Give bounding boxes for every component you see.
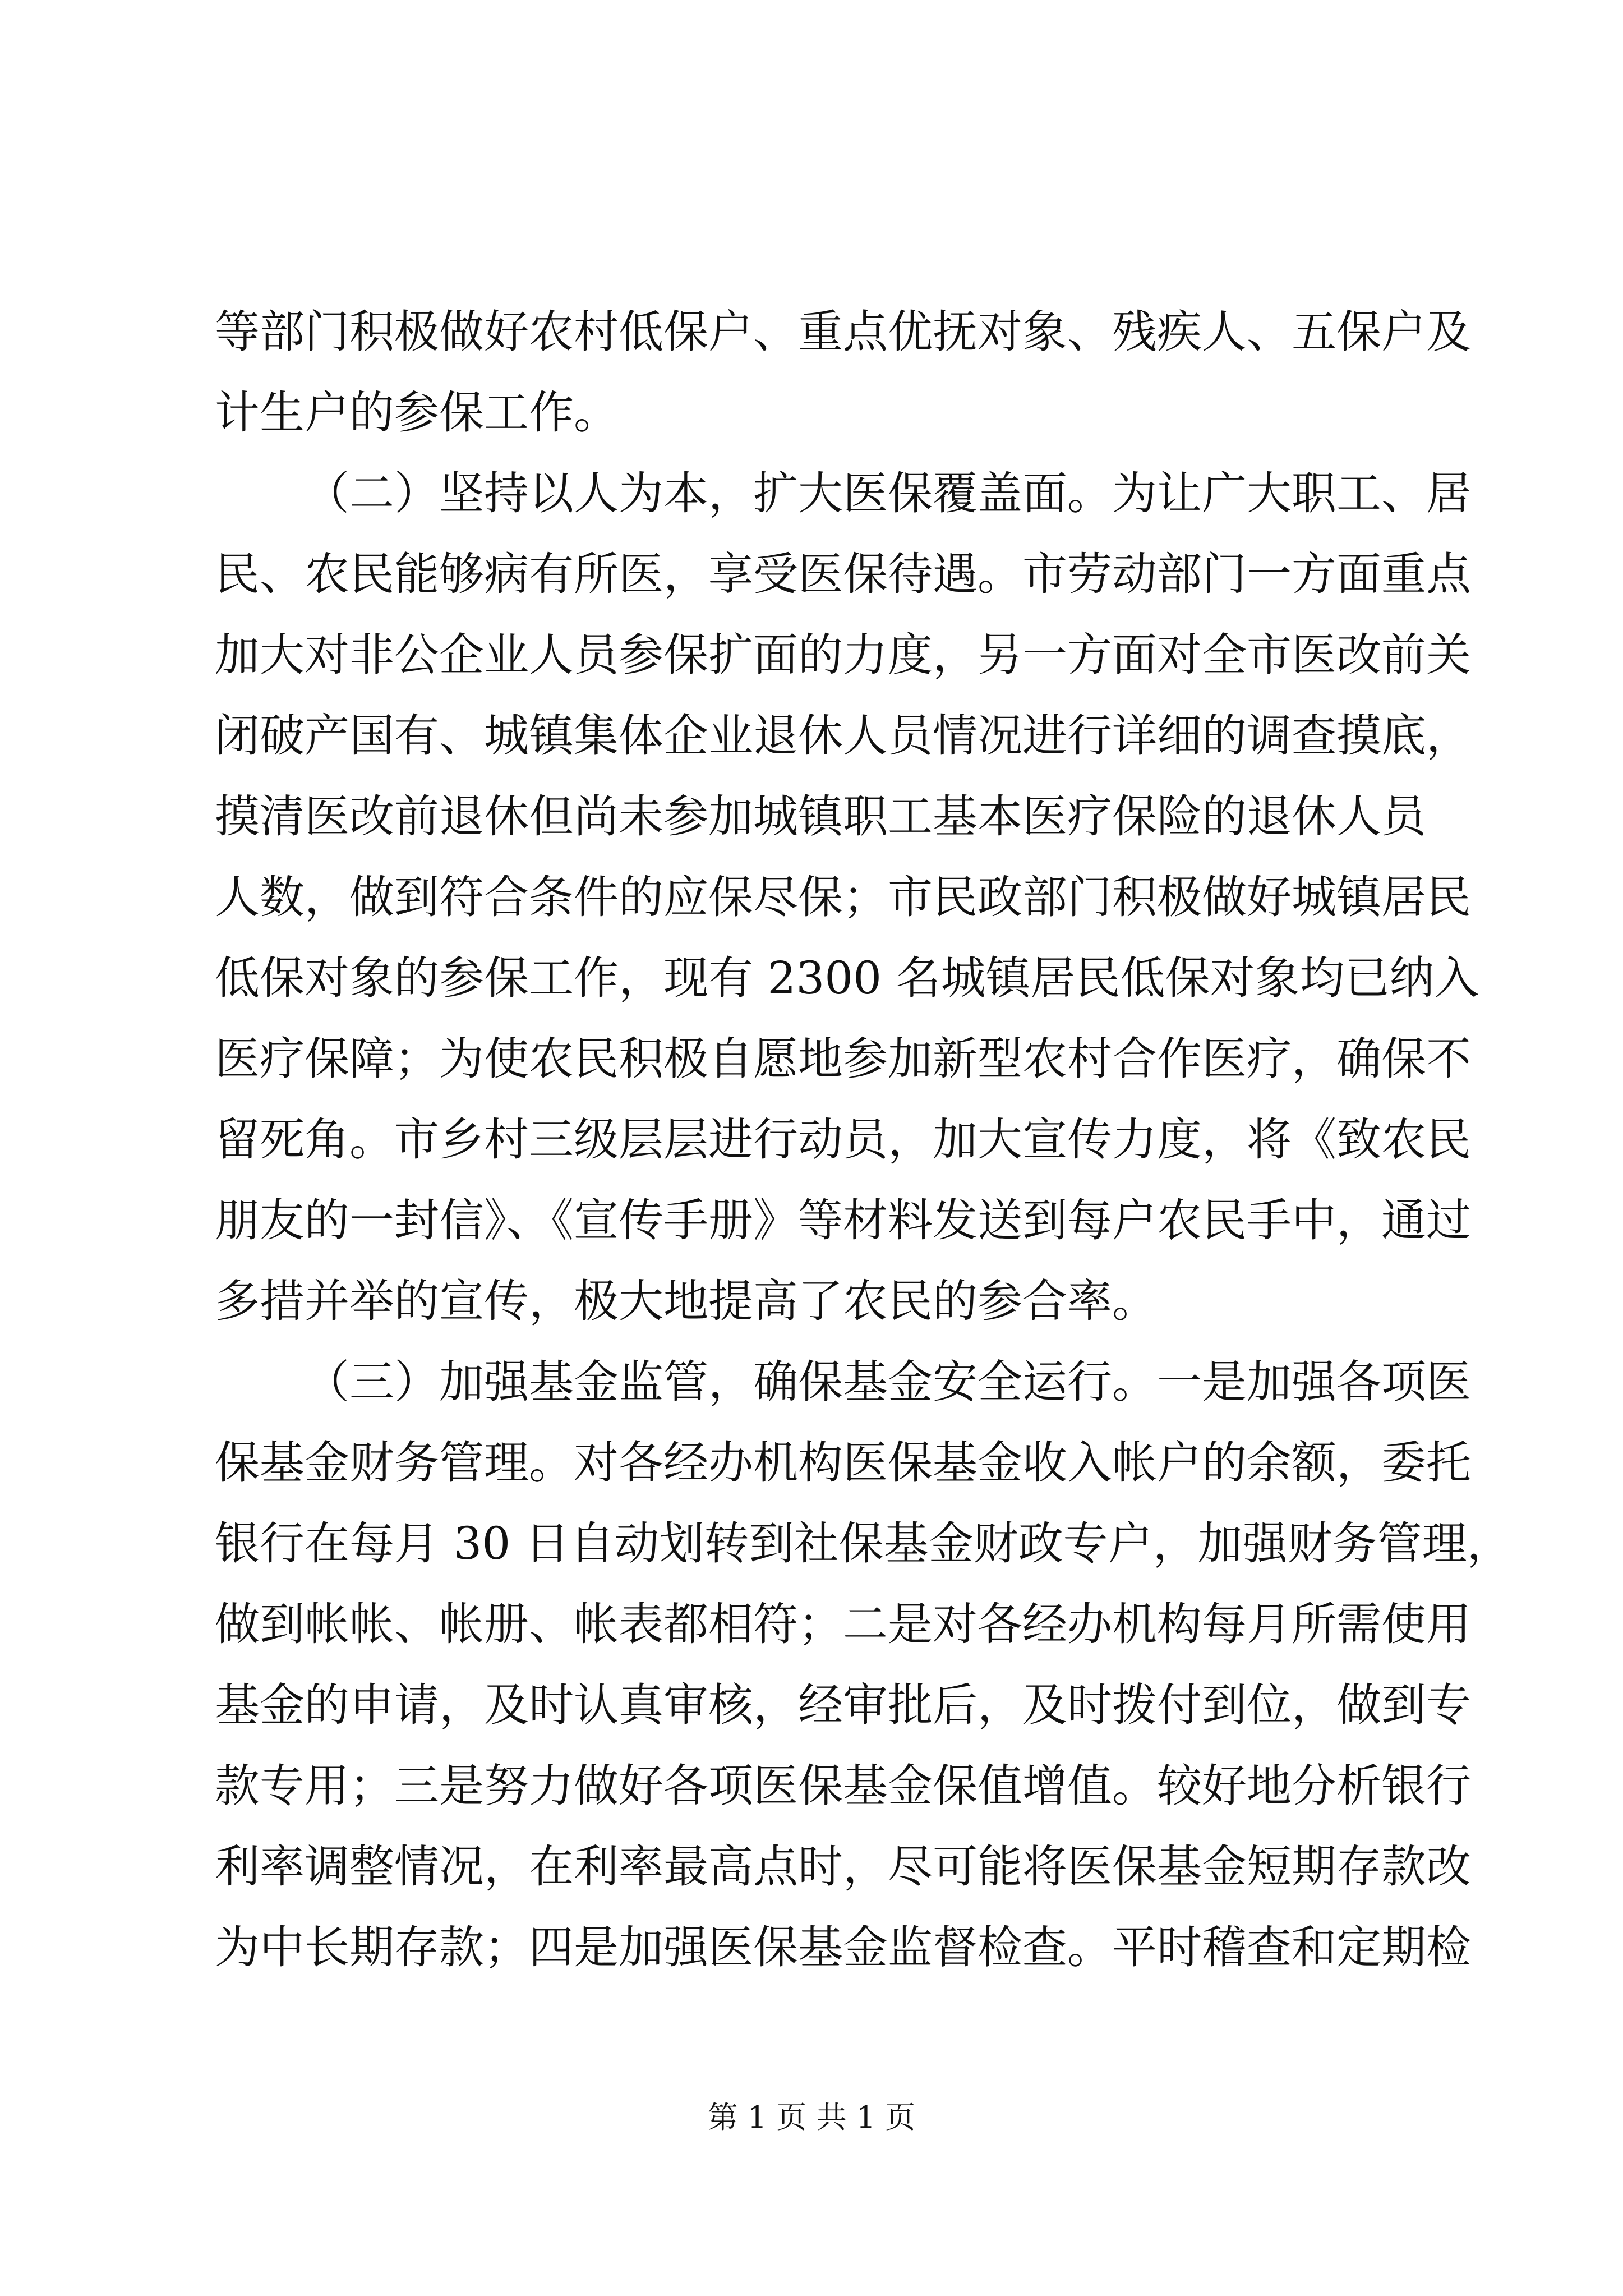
text-line: 基金的申请，及时认真审核，经审批后，及时拨付到位，做到专 bbox=[215, 1679, 1471, 1731]
text-line: 闭破产国有、城镇集体企业退休人员情况进行详细的调查摸底， bbox=[215, 710, 1471, 762]
text-line: 款专用；三是努力做好各项医保基金保值增值。较好地分析银行 bbox=[215, 1760, 1471, 1812]
text-line: （三）加强基金监管，确保基金安全运行。一是加强各项医 bbox=[305, 1356, 1471, 1408]
page-number-footer: 第 1 页 共 1 页 bbox=[707, 2100, 916, 2135]
text-line: 多措并举的宣传，极大地提高了农民的参合率。 bbox=[215, 1275, 1157, 1327]
text-line: 留死角。市乡村三级层层进行动员，加大宣传力度，将《致农民 bbox=[215, 1114, 1471, 1166]
text-line: 为中长期存款；四是加强医保基金监督检查。平时稽查和定期检 bbox=[215, 1921, 1471, 1973]
text-line: 银行在每月 30 日自动划转到社保基金财政专户，加强财务管理， bbox=[215, 1517, 1512, 1570]
text-line: 朋友的一封信》、《宣传手册》等材料发送到每户农民手中，通过 bbox=[215, 1194, 1471, 1246]
text-line: 加大对非公企业人员参保扩面的力度，另一方面对全市医改前关 bbox=[215, 629, 1471, 681]
body-text bbox=[215, 292, 1512, 1988]
text-line: 保基金财务管理。对各经办机构医保基金收入帐户的余额，委托 bbox=[215, 1437, 1471, 1489]
text-line: 医疗保障；为使农民积极自愿地参加新型农村合作医疗，确保不 bbox=[215, 1033, 1471, 1085]
text-line: 低保对象的参保工作，现有 2300 名城镇居民低保对象均已纳入 bbox=[215, 952, 1479, 1004]
text-line: 民、农民能够病有所医，享受医保待遇。市劳动部门一方面重点 bbox=[215, 548, 1471, 600]
text-line: 计生户的参保工作。 bbox=[215, 386, 619, 439]
text-line: 等部门积极做好农村低保户、重点优抚对象、残疾人、五保户及 bbox=[215, 306, 1471, 358]
text-line: 利率调整情况，在利率最高点时，尽可能将医保基金短期存款改 bbox=[215, 1841, 1471, 1893]
text-line: （二）坚持以人为本，扩大医保覆盖面。为让广大职工、居 bbox=[305, 467, 1471, 519]
text-line: 摸清医改前退休但尚未参加城镇职工基本医疗保险的退休人员 bbox=[215, 790, 1426, 843]
text-line: 做到帐帐、帐册、帐表都相符；二是对各经办机构每月所需使用 bbox=[215, 1598, 1471, 1650]
text-line: 人数，做到符合条件的应保尽保；市民政部门积极做好城镇居民 bbox=[215, 871, 1471, 923]
